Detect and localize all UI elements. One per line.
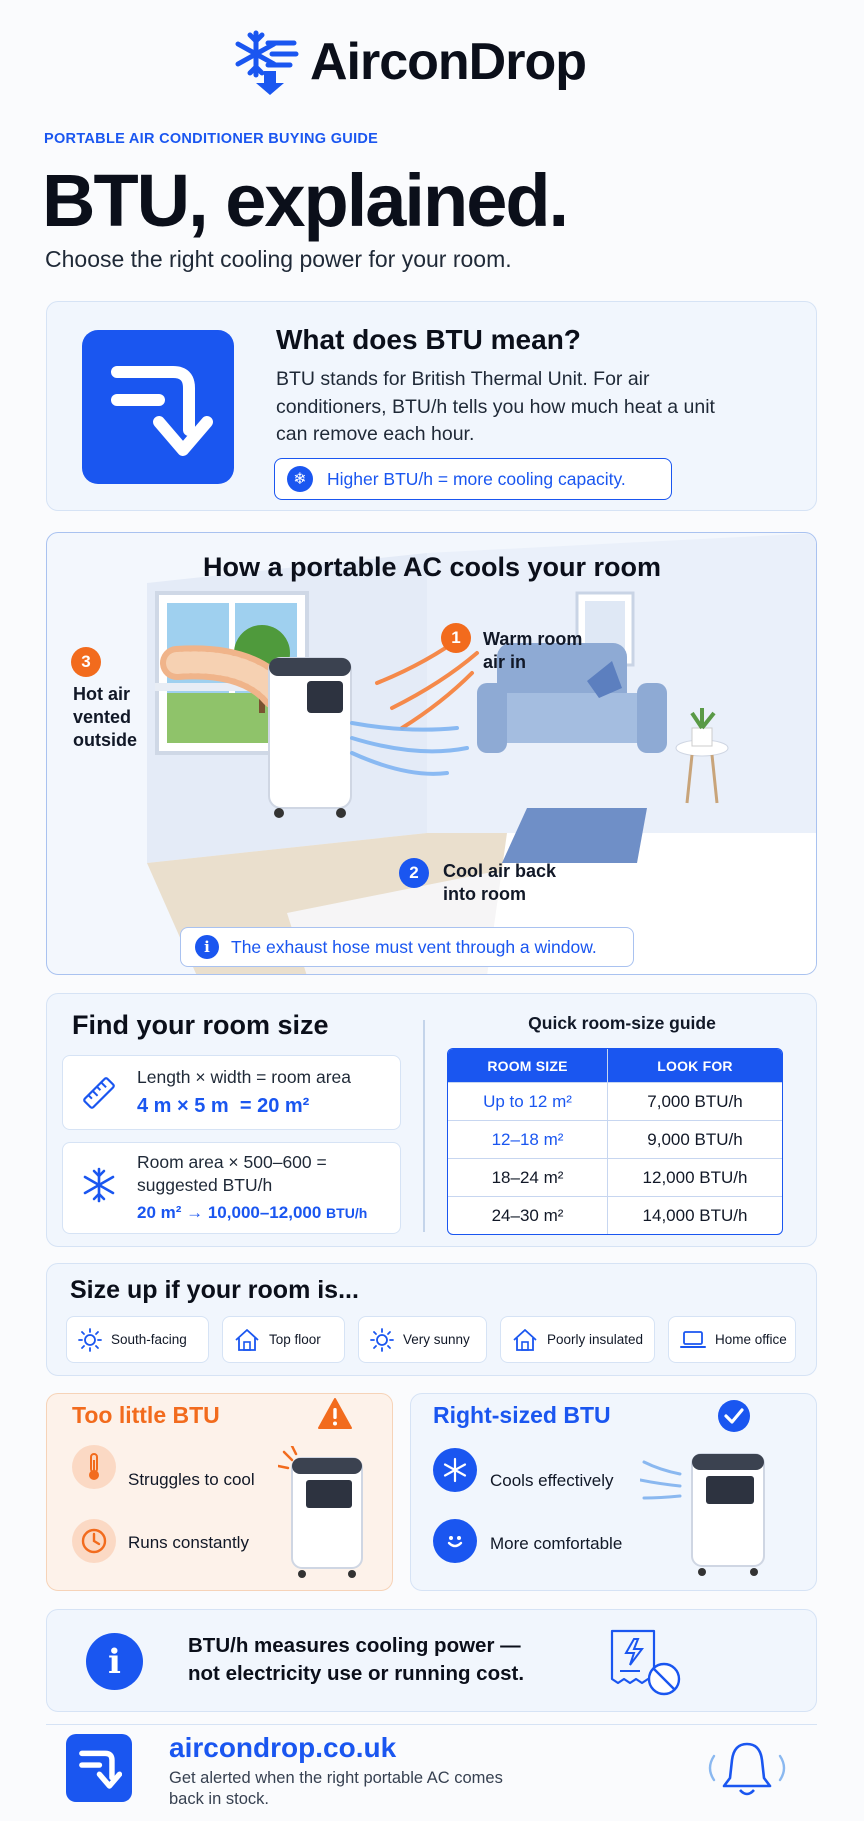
table-row (448, 1120, 782, 1158)
table-cell-btu: 9,000 BTU/h (608, 1120, 782, 1158)
snowflake-icon (433, 1448, 477, 1492)
table-header-row (448, 1049, 782, 1082)
chip-label: Home office (715, 1332, 787, 1347)
sun-icon (369, 1327, 395, 1353)
page-subtitle: Choose the right cooling power for your room. (45, 246, 512, 272)
btu-formula-box (62, 1142, 401, 1234)
thermometer-icon (72, 1445, 116, 1489)
too-little-item-1: Struggles to cool (128, 1470, 255, 1489)
table-row (448, 1158, 782, 1196)
checkmark-icon (717, 1399, 751, 1433)
table-cell-btu: 12,000 BTU/h (608, 1158, 782, 1196)
room-illustration (47, 533, 817, 975)
right-sized-item-2: More comfortable (490, 1534, 623, 1553)
note-line-1: BTU/h measures cooling power — (188, 1634, 521, 1657)
step-badge-3: 3 (71, 647, 101, 677)
step-label-1: Warm room air in (483, 629, 583, 672)
brand-header (234, 22, 586, 102)
ruler-icon (79, 1073, 119, 1113)
room-size-divider (423, 1020, 425, 1232)
table-header-room-size: ROOM SIZE (448, 1049, 608, 1082)
btu-callout (274, 458, 672, 500)
note-line-2: not electricity use or running cost. (188, 1662, 525, 1685)
info-icon: i (195, 935, 219, 959)
table-row (448, 1082, 782, 1120)
step-label-3: Hot air vented outside (73, 684, 138, 750)
size-up-title: Size up if your room is... (70, 1276, 359, 1304)
sun-icon (77, 1327, 103, 1353)
chip-poorly-insulated (500, 1316, 655, 1363)
btu-card-text: BTU stands for British Thermal Unit. For air conditioners, BTU/h tells you how much heat a unit can remove each hour. (276, 368, 715, 445)
chip-home-office (668, 1316, 796, 1363)
footer-url-link[interactable]: aircondrop.co.uk (169, 1732, 397, 1763)
info-icon: i (86, 1633, 143, 1690)
ac-drop-arrow-icon (82, 330, 234, 484)
how-ac-works-card (46, 532, 817, 975)
table-cell-btu: 14,000 BTU/h (608, 1196, 782, 1234)
area-formula-box (62, 1055, 401, 1130)
right-sized-item-1: Cools effectively (490, 1471, 614, 1490)
footer-text: Get alerted when the right portable AC comes back in stock. (169, 1769, 503, 1808)
btu-card-title: What does BTU mean? (276, 324, 581, 355)
house-icon (233, 1327, 261, 1353)
footer-divider (46, 1724, 817, 1725)
btu-callout-text: Higher BTU/h = more cooling capacity. (327, 468, 626, 489)
no-electricity-bill-icon (606, 1627, 688, 1699)
table-cell-btu: 7,000 BTU/h (608, 1082, 782, 1120)
snowflake-icon (79, 1165, 119, 1205)
table-row (448, 1196, 782, 1234)
btu-formula-label: Room area × 500–600 = suggested BTU/h (137, 1152, 327, 1195)
exhaust-note (180, 927, 634, 967)
step-badge-1: 1 (441, 623, 471, 653)
table-header-look-for: LOOK FOR (608, 1049, 782, 1082)
step-label-2: Cool air back into room (443, 861, 557, 904)
too-little-title: Too little BTU (72, 1402, 220, 1428)
room-size-title: Find your room size (72, 1010, 329, 1040)
btu-formula-example (137, 1203, 367, 1223)
chip-label: Very sunny (403, 1332, 470, 1347)
how-ac-works-title: How a portable AC cools your room (202, 552, 662, 582)
snowflake-logo-icon (234, 27, 300, 97)
smiley-icon (433, 1519, 477, 1563)
chip-top-floor (222, 1316, 345, 1363)
warning-icon (317, 1397, 353, 1431)
laptop-icon (679, 1328, 707, 1352)
brand-name: AirconDrop (310, 33, 586, 91)
ac-unit-struggling-illustration (278, 1446, 374, 1582)
cooling-power-note (188, 1632, 524, 1688)
right-sized-title: Right-sized BTU (433, 1402, 611, 1428)
chip-very-sunny (358, 1316, 487, 1363)
ac-unit-cooling-illustration (640, 1440, 770, 1582)
page-title: BTU, explained. (42, 159, 568, 242)
quick-guide-title: Quick room-size guide (528, 1013, 716, 1033)
eyebrow-label: PORTABLE AIR CONDITIONER BUYING GUIDE (44, 131, 379, 147)
table-cell-room-size: Up to 12 m² (448, 1082, 608, 1120)
chip-south-facing (66, 1316, 209, 1363)
too-little-item-2: Runs constantly (128, 1533, 249, 1552)
area-formula-label: Length × width = room area (137, 1067, 352, 1087)
table-cell-room-size: 24–30 m² (448, 1196, 608, 1234)
btu-formula-range: 20 m² → 10,000–12,000 (137, 1203, 322, 1222)
chip-label: South-facing (111, 1332, 187, 1347)
area-formula-example: 4 m × 5 m = 20 m² (137, 1095, 310, 1117)
room-size-table (447, 1048, 783, 1235)
exhaust-note-text: The exhaust hose must vent through a window. (231, 936, 597, 957)
bell-icon (700, 1738, 794, 1804)
clock-icon (72, 1519, 116, 1563)
table-cell-room-size: 18–24 m² (448, 1158, 608, 1196)
footer-logo-icon (66, 1734, 132, 1802)
chip-label: Top floor (269, 1332, 321, 1347)
step-badge-2: 2 (399, 858, 429, 888)
snowflake-icon: ❄ (287, 466, 313, 492)
chip-label: Poorly insulated (547, 1332, 644, 1347)
house-icon (511, 1327, 539, 1353)
table-cell-room-size: 12–18 m² (448, 1120, 608, 1158)
btu-formula-unit: BTU/h (326, 1205, 368, 1221)
